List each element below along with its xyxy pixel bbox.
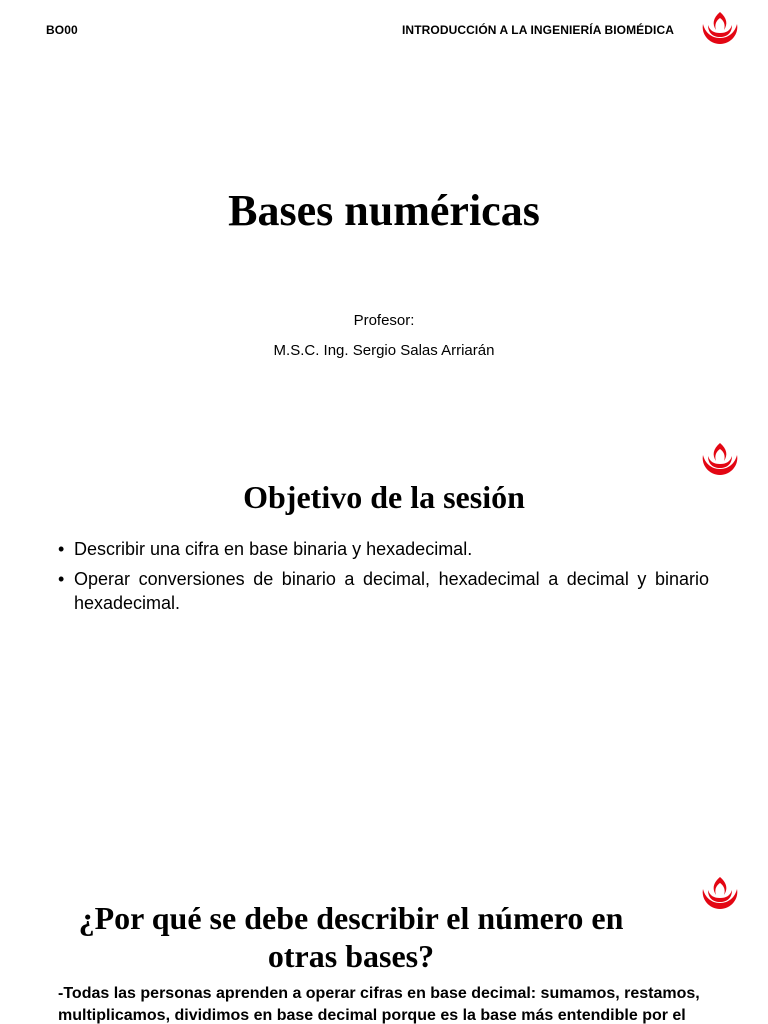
title-slide [0,0,768,431]
course-code: BO00 [46,23,78,37]
bullet-icon: • [58,569,65,589]
slide-title: ¿Por qué se debe describir el número en otras bases? [78,900,624,974]
bullet-icon: • [58,539,65,559]
upc-flame-logo-icon [699,441,741,479]
upc-flame-logo-icon [699,10,741,48]
list-item: • Operar conversiones de binario a decimal, hexadecimal a decimal y binario hexadecimal. [58,569,709,613]
professor-name: M.S.C. Ing. Sergio Salas Arriarán [273,342,495,359]
objectives-slide [0,431,768,863]
slide-body-text: -Todas las personas aprenden a operar cifras en base decimal: sumamos, restamos, multiplicamos, dividimos en base decimal porque es la base más entendible por el [58,985,700,1024]
list-item: • Describir una cifra en base binaria y hexadecimal. [58,539,473,559]
why-bases-slide [0,863,768,1024]
slide-title: Objetivo de la sesión [243,479,525,515]
course-name: INTRODUCCIÓN A LA INGENIERÍA BIOMÉDICA [402,23,675,37]
slide-title: Bases numéricas [228,186,540,235]
objectives-list [58,537,709,621]
upc-flame-logo-icon [699,875,741,913]
professor-label: Profesor: [353,312,415,329]
